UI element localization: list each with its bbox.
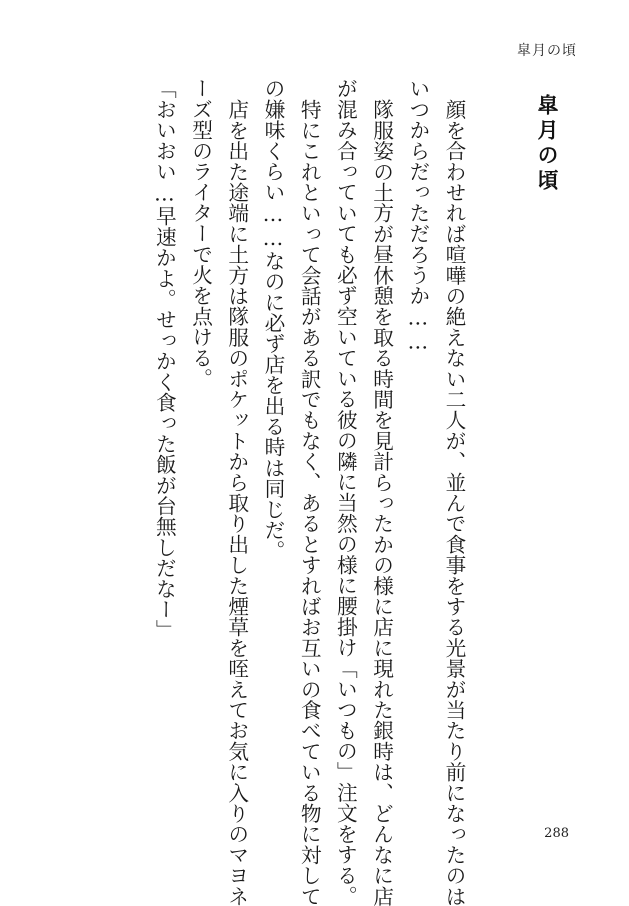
text-line-6: の嫌味くらい……なのに必ず店を出る時は同じだ。 [260, 78, 285, 561]
text-line-9: 「おいおい…早速かよ。せっかく食った飯が台無しだなー」 [152, 78, 177, 641]
page-number: 288 [544, 826, 569, 841]
text-line-4: が混み合っていても必ず空いている彼の隣に当然の様に腰掛け「いつもの」注文をする。 [333, 78, 358, 906]
text-line-3: 隊服姿の土方が昼休憩を取る時間を見計らったかの様に店に現れた銀時は、どんなに店 [369, 98, 394, 906]
running-head: 皐月の頃 [517, 43, 577, 59]
text-line-8: ーズ型のライターで火を点ける。 [188, 78, 213, 389]
text-line-1: 顔を合わせれば喧嘩の絶えない二人が、並んで食事をする光景が当たり前になったのは [442, 98, 466, 906]
text-line-2: いつからだっただろうか…… [405, 78, 430, 354]
text-line-5: 特にこれといって会話がある訳でもなく、あるとすればお互いの食べている物に対して [297, 98, 322, 906]
text-line-7: 店を出た途端に土方は隊服のポケットから取り出した煙草を咥えてお気に入りのマヨネ [224, 98, 249, 906]
body-text [100, 78, 472, 906]
chapter-title: 皐月の頃 [535, 94, 560, 194]
